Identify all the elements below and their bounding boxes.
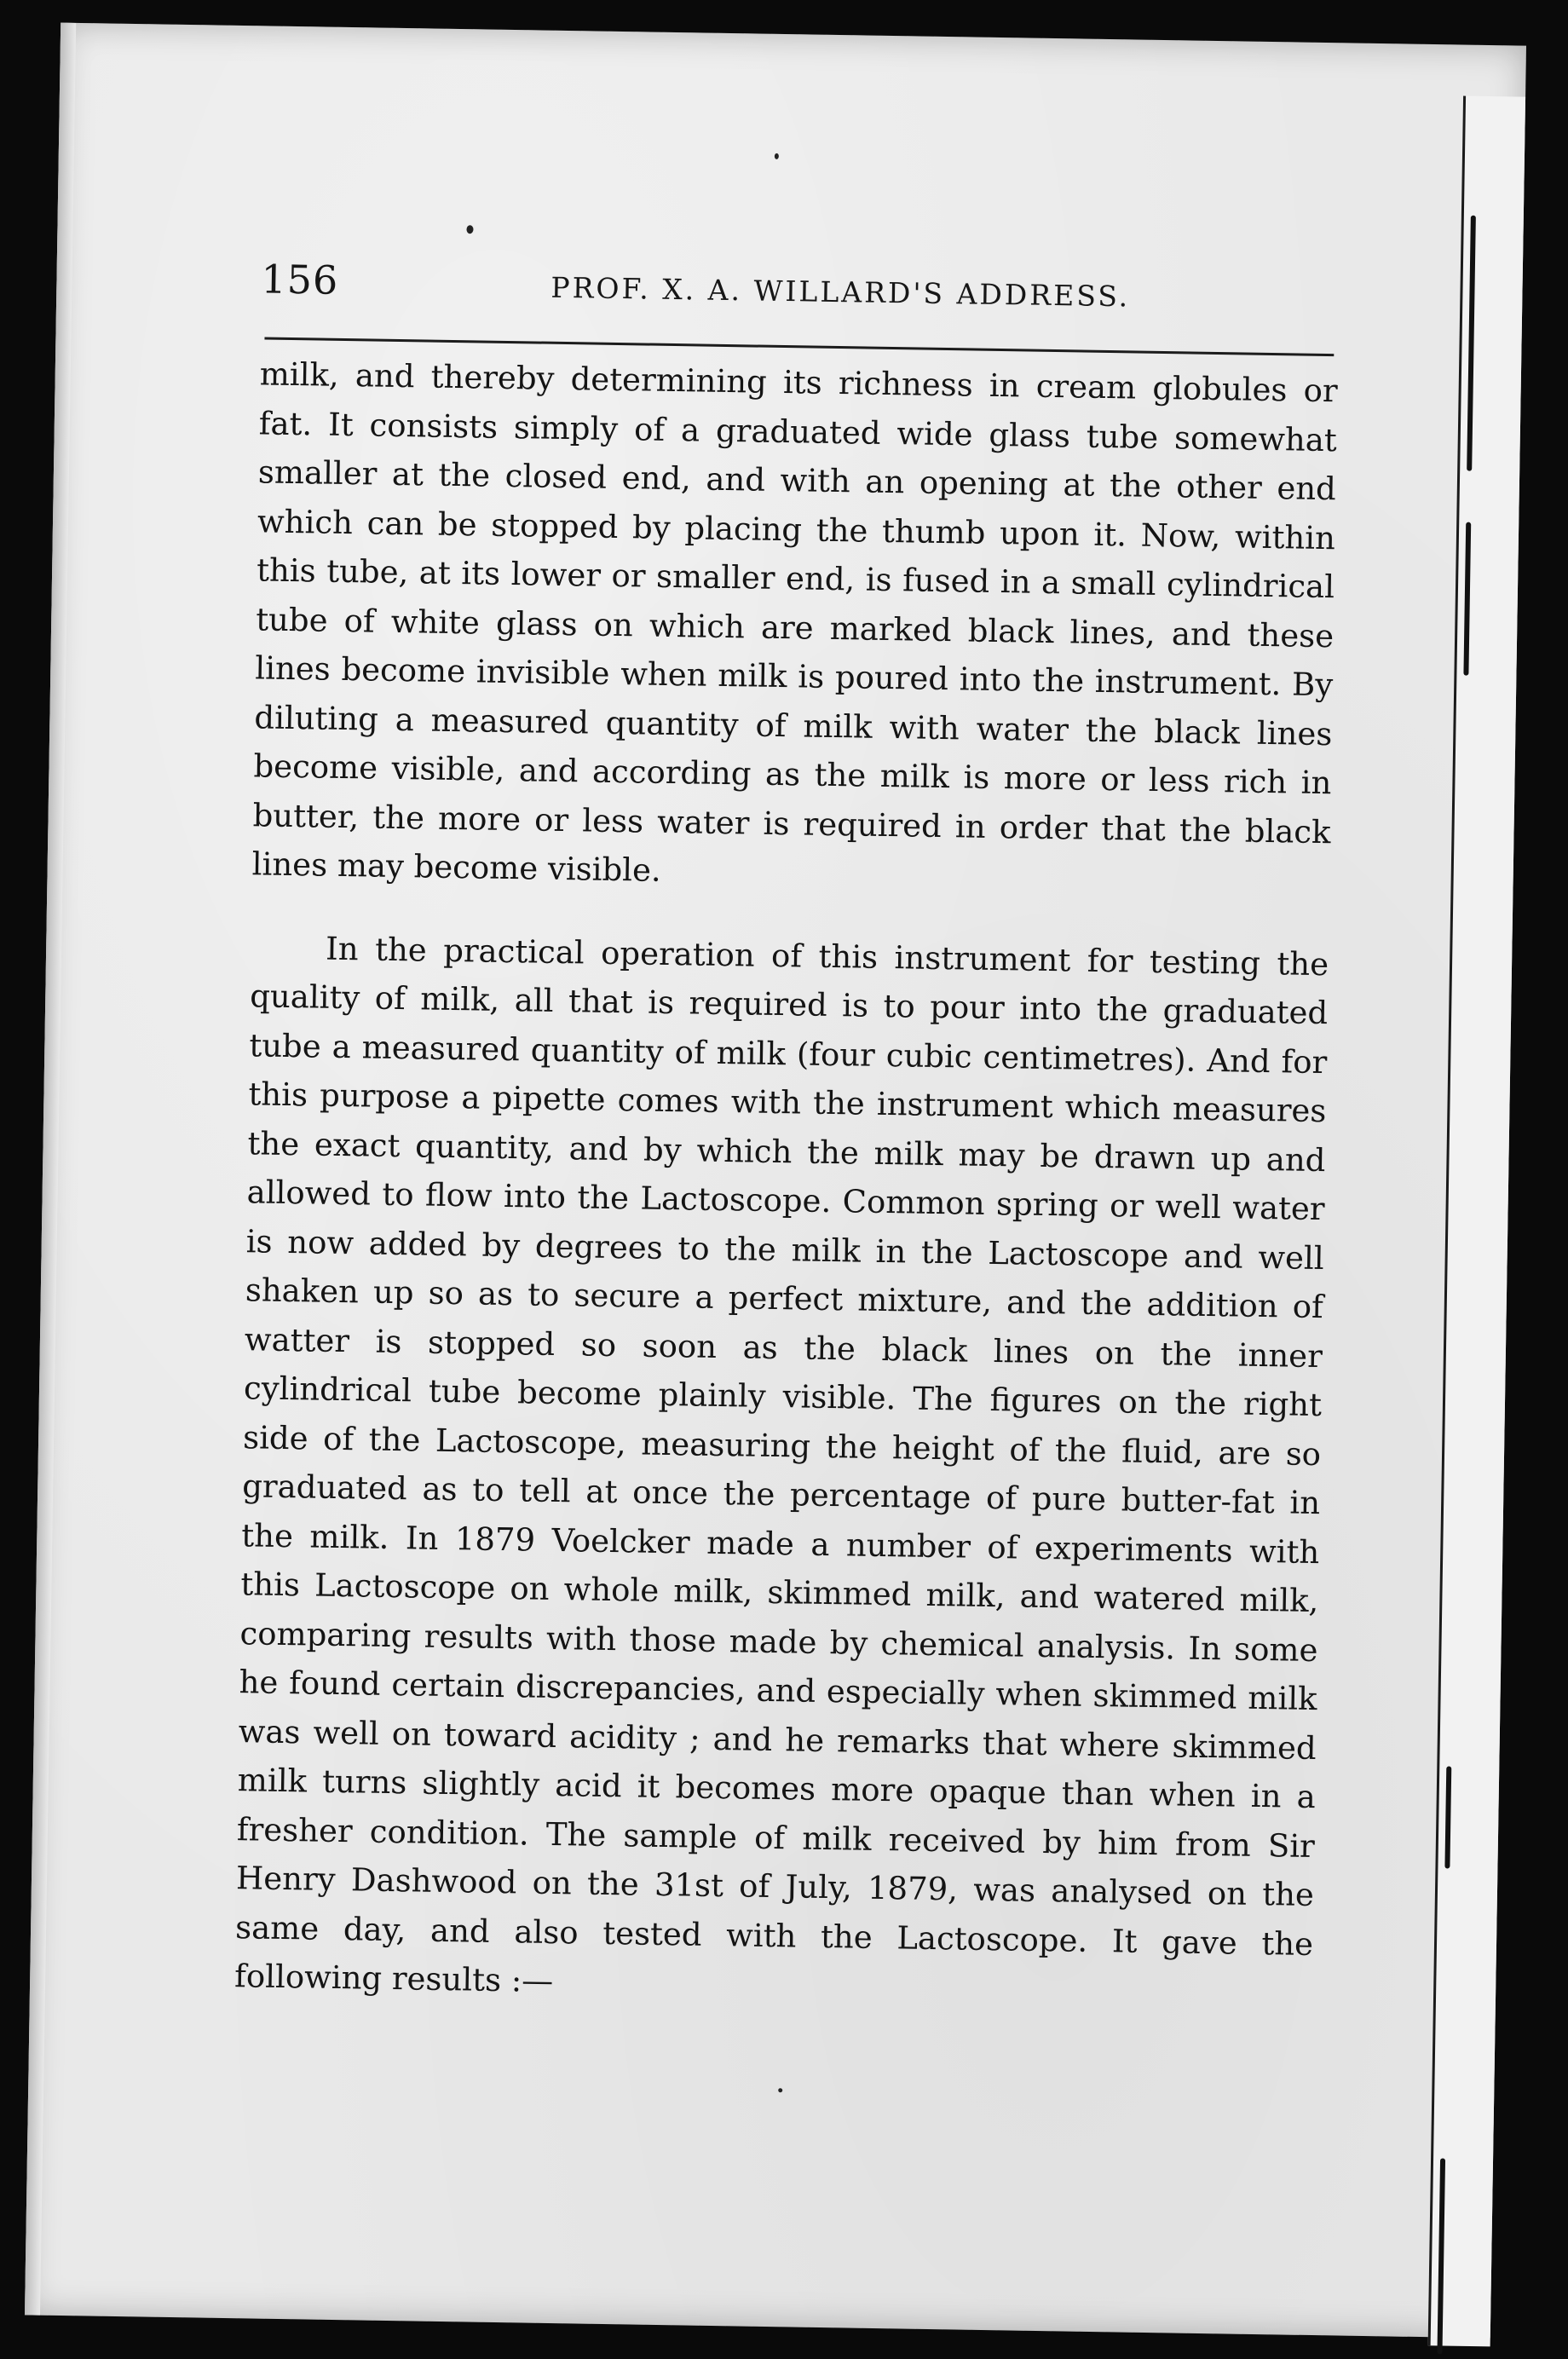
page-left-edge-shadow — [25, 23, 76, 2316]
binding-mark — [1463, 522, 1471, 676]
adjacent-page-edge — [1428, 96, 1525, 2347]
binding-mark — [1444, 1766, 1451, 1868]
page-number: 156 — [261, 256, 339, 303]
running-title: PROF. X. A. WILLARD'S ADDRESS. — [551, 270, 1131, 314]
page-header — [261, 256, 1344, 332]
ink-speck — [466, 225, 473, 234]
ink-speck — [775, 153, 779, 159]
paragraph-lactoscope-operation: In the practical operation of this instrument for testing the quality of milk, all that is required is to pour into the graduated tube a measured quantity of milk (four cubic centimetres). And for this purpose a pipette comes with the instrument which measures the exact quantity, and by which the milk may be drawn up and allowed to flow into the Lactoscope. Common spring or well water is now added by degrees to the milk in the Lactoscope and well shaken up so as to secure a perfect mixture, and the addition of watter is stopped so soon as the black lines on the inner cylindrical tube become plainly visible. The figures on the right side of the Lactoscope, measuring the height of the fluid, are so graduated as to tell at once the percentage of pure butter-fat in the milk. In 1879 Voelcker made a number of experiments with this Lactoscope on whole milk, skimmed milk, and watered milk, comparing results with those made by chemical analysis. In some he found certain discrepancies, and especially when skimmed milk was well on toward acidity ; and he remarks that where skimmed milk turns slightly acid it becomes more opaque than when in a fresher condition. The sample of milk received by him from Sir Henry Dashwood on the 31st of July, 1879, was analysed on the same day, and also tested with the Lactoscope. It gave the following results :— — [233, 930, 1329, 2000]
book-page — [25, 23, 1526, 2339]
paragraph-continuation: milk, and thereby determining its richness in cream globules or fat. It consists simply of a graduated wide glass tube somewhat smaller at the closed end, and with an opening at the other end which can be stopped by placing the thumb upon it. Now, within this tube, at its lower or smaller end, is fused in a small cylindrical tube of white glass on which are marked black lines, and these lines become invisible when milk is poured into the instrument. By diluting a measured quantity of milk with water the black lines become visible, and according as the milk is more or less rich in butter, the more or less water is required in order that the black lines may become visible. — [251, 355, 1338, 889]
binding-mark — [1467, 216, 1476, 471]
binding-mark — [1437, 2158, 1445, 2354]
ink-speck — [778, 2088, 782, 2092]
page-body — [234, 349, 1338, 2017]
